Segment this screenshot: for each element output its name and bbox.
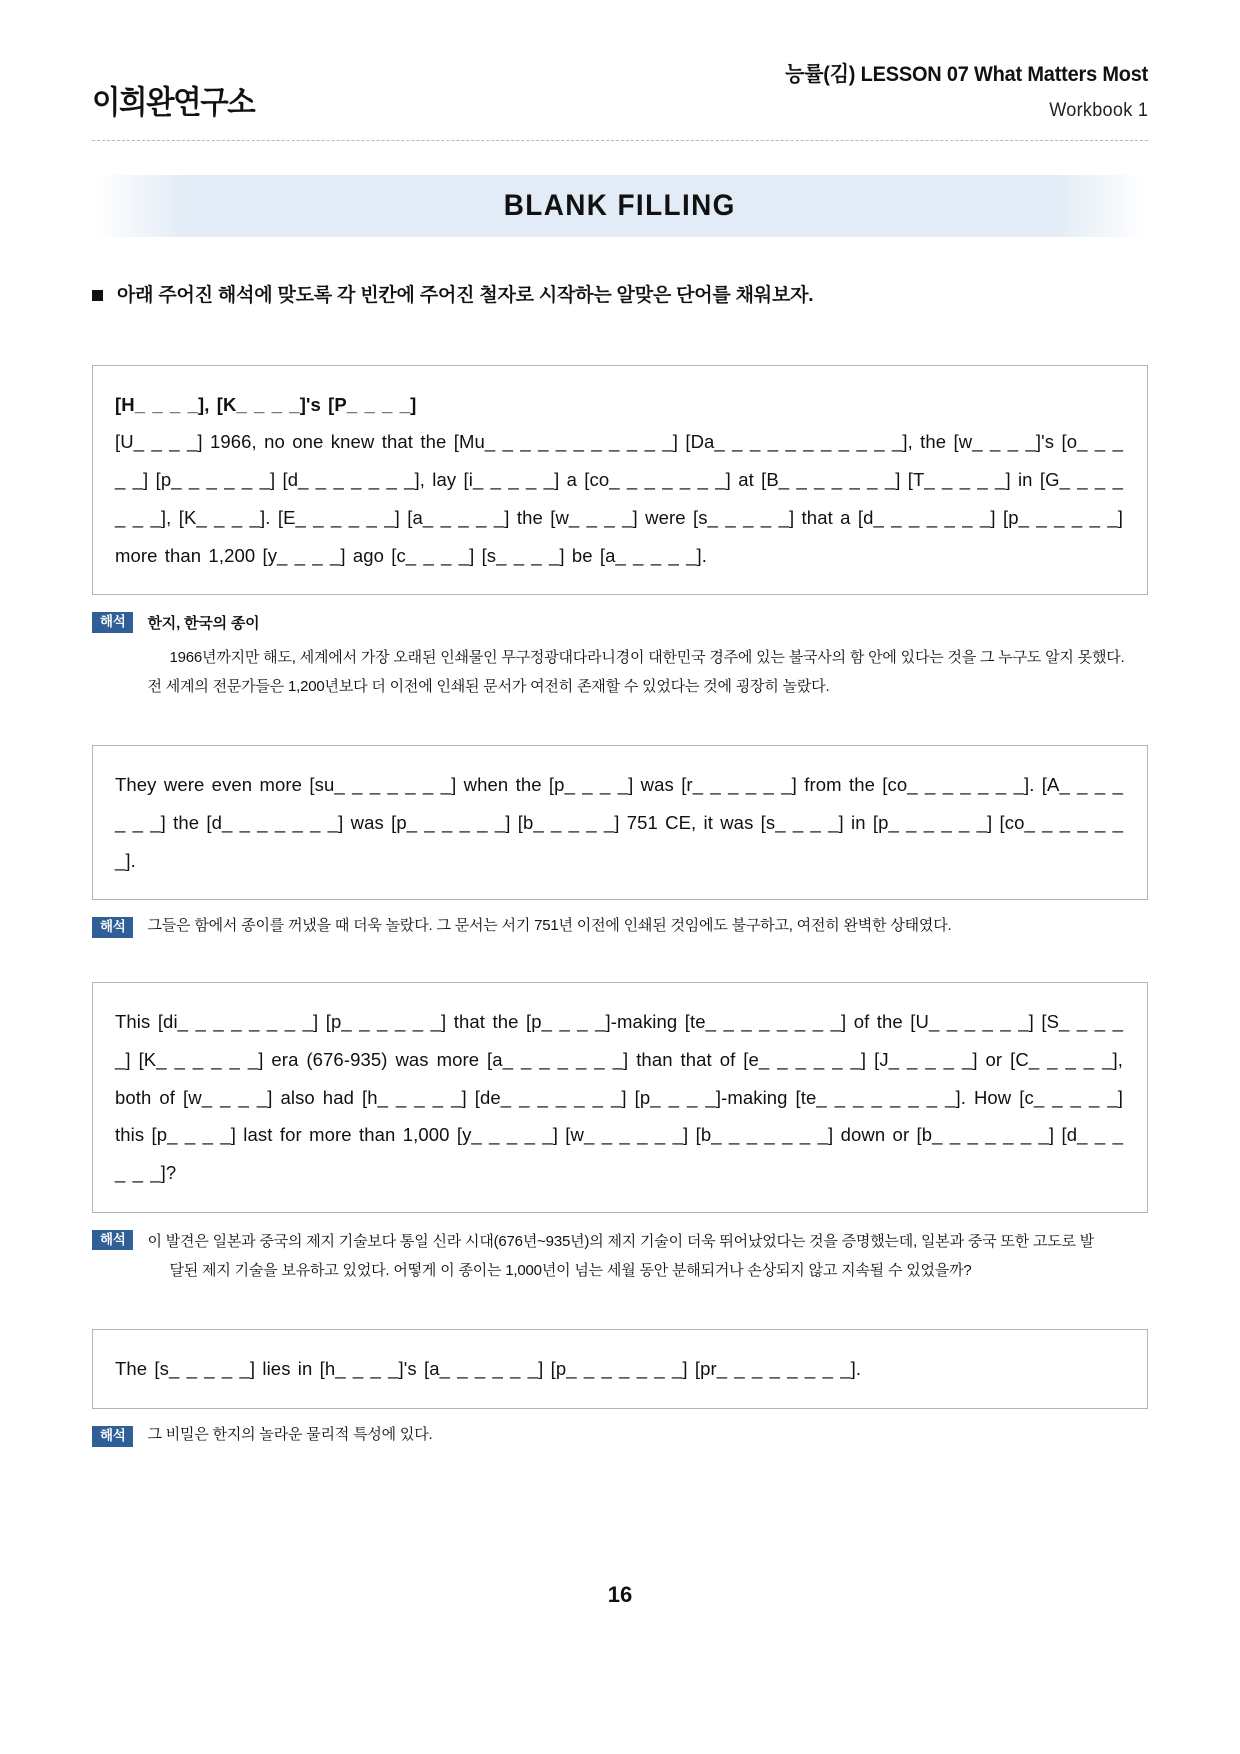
instruction-row [92, 283, 1148, 309]
translation-paragraph: 전 세계의 전문가들은 1,200년보다 더 이전에 인쇄된 문서가 여전히 존재할 수 있었다는 것에 굉장히 놀랐다. [147, 677, 830, 695]
translation-paragraph: 1966년까지만 해도, 세계에서 가장 오래된 인쇄물인 무구정광대다라니경이 대한민국 경주에 있는 불국사의 함 안에 있다는 것을 그 누구도 알지 못했다. [169, 648, 1125, 666]
spacer [0, 1285, 1240, 1329]
lesson-title: 능률(김) LESSON 07 What Matters Most [784, 63, 1148, 86]
brand-logo: 이희완연구소 [92, 84, 255, 120]
page-number: 16 [607, 1582, 633, 1607]
question-block-1 [92, 365, 1148, 701]
page-title: BLANK FILLING [503, 189, 737, 222]
passage-heading-1: [H_ _ _ _], [K_ _ _ _]'s [P_ _ _ _] [115, 393, 417, 415]
section-banner [92, 175, 1148, 237]
page-header [0, 0, 1240, 124]
translation-2 [92, 914, 1148, 938]
passage-body-4: The [s_ _ _ _ _] lies in [h_ _ _ _]'s [a_ _ _ _ _ _] [p_ _ _ _ _ _ _] [pr_ _ _ _ _ _ _ _]. [115, 1358, 862, 1380]
translation-paragraph: 달된 제지 기술을 보유하고 있었다. 어떻게 이 종이는 1,000년이 넘는 세월 동안 분해되거나 손상되지 않고 지속될 수 있었을까? [169, 1262, 972, 1280]
workbook-label: Workbook 1 [1049, 100, 1148, 121]
passage-body-2: They were even more [su_ _ _ _ _ _ _] when the [p_ _ _ _] was [r_ _ _ _ _ _] from the [co_ _ _ _ _ _ _]. [A_ _ _ _ _ _ _] the [d_ _ _ _ _ _ _] was [p_ _ _ _ _ _] [b_ _ _ _ _] 751 CE, it was [s_ _ _ _] in [p_ _ _ _ _ _] [co_ _ _ _ _ _ _]. [115, 774, 1123, 871]
translation-paragraph: 그들은 함에서 종이를 꺼냈을 때 더욱 놀랐다. 그 문서는 서기 751년 이전에 인쇄된 것임에도 불구하고, 여전히 완벽한 상태였다. [147, 917, 952, 935]
translation-body-3 [147, 1227, 1094, 1286]
passage-box-4[interactable] [92, 1329, 1148, 1409]
instruction-text: 아래 주어진 해석에 맞도록 각 빈칸에 주어진 철자로 시작하는 알맞은 단어를 채워보자. [117, 285, 814, 306]
translation-badge: 해석 [92, 1426, 133, 1447]
translation-4 [92, 1423, 1148, 1447]
passage-box-2[interactable] [92, 745, 1148, 900]
translation-badge: 해석 [92, 917, 133, 938]
spacer [0, 309, 1240, 365]
header-divider [92, 140, 1148, 141]
bullet-square-icon [92, 290, 103, 301]
question-block-3 [92, 982, 1148, 1285]
translation-badge: 해석 [92, 1230, 133, 1251]
translation-body-1 [147, 609, 1124, 701]
passage-body-1: [U_ _ _ _] 1966, no one knew that the [Mu_ _ _ _ _ _ _ _ _ _ _] [Da_ _ _ _ _ _ _ _ _ _ _], the [w_ _ _ _]'s [o_ _ _ _ _] [p_ _ _ _ _ _] [d_ _ _ _ _ _ _], lay [i_ _ _ _ _] a [co_ _ _ _ _ _ _] at [B_ _ _ _ _ _ _] [T_ _ _ _ _] in [G_ _ _ _ _ _ _], [K_ _ _ _]. [E_ _ _ _ _ _] [a_ _ _ _ _] the [w_ _ _ _] were [s_ _ _ _ _] that a [d_ _ _ _ _ _ _] [p_ _ _ _ _ _] more than 1,200 [y_ _ _ _] ago [c_ _ _ _] [s_ _ _ _] be [a_ _ _ _ _]. [115, 431, 1123, 566]
page-footer [0, 1582, 1240, 1608]
passage-box-3[interactable] [92, 982, 1148, 1213]
translation-badge: 해석 [92, 612, 133, 633]
header-right-group [766, 58, 1148, 124]
spacer [0, 938, 1240, 982]
question-block-4 [92, 1329, 1148, 1447]
translation-paragraph: 그 비밀은 한지의 놀라운 물리적 특성에 있다. [147, 1426, 433, 1444]
spacer [0, 701, 1240, 745]
translation-paragraph: 이 발견은 일본과 중국의 제지 기술보다 통일 신라 시대(676년~935년)의 제지 기술이 더욱 뛰어났었다는 것을 증명했는데, 일본과 중국 또한 고도로 발 [147, 1232, 1095, 1250]
translation-3 [92, 1227, 1148, 1286]
passage-body-3: This [di_ _ _ _ _ _ _ _] [p_ _ _ _ _ _] that the [p_ _ _ _]-making [te_ _ _ _ _ _ _ _] of the [U_ _ _ _ _ _] [S_ _ _ _ _] [K_ _ _ _ _ _] era (676-935) was more [a_ _ _ _ _ _ _] than that of [e_ _ _ _ _ _] [J_ _ _ _ _] or [C_ _ _ _ _], both of [w_ _ _ _] also had [h_ _ _ _ _] [de_ _ _ _ _ _ _] [p_ _ _ _]-making [te_ _ _ _ _ _ _ _]. How [c_ _ _ _ _] this [p_ _ _ _] last for more than 1,000 [y_ _ _ _ _] [w_ _ _ _ _ _] [b_ _ _ _ _ _ _] down or [b_ _ _ _ _ _ _] [d_ _ _ _ _ _]? [115, 1011, 1123, 1184]
passage-box-1[interactable] [92, 365, 1148, 596]
question-block-2 [92, 745, 1148, 938]
translation-1 [92, 609, 1148, 701]
translation-title-1: 한지, 한국의 종이 [147, 615, 260, 633]
